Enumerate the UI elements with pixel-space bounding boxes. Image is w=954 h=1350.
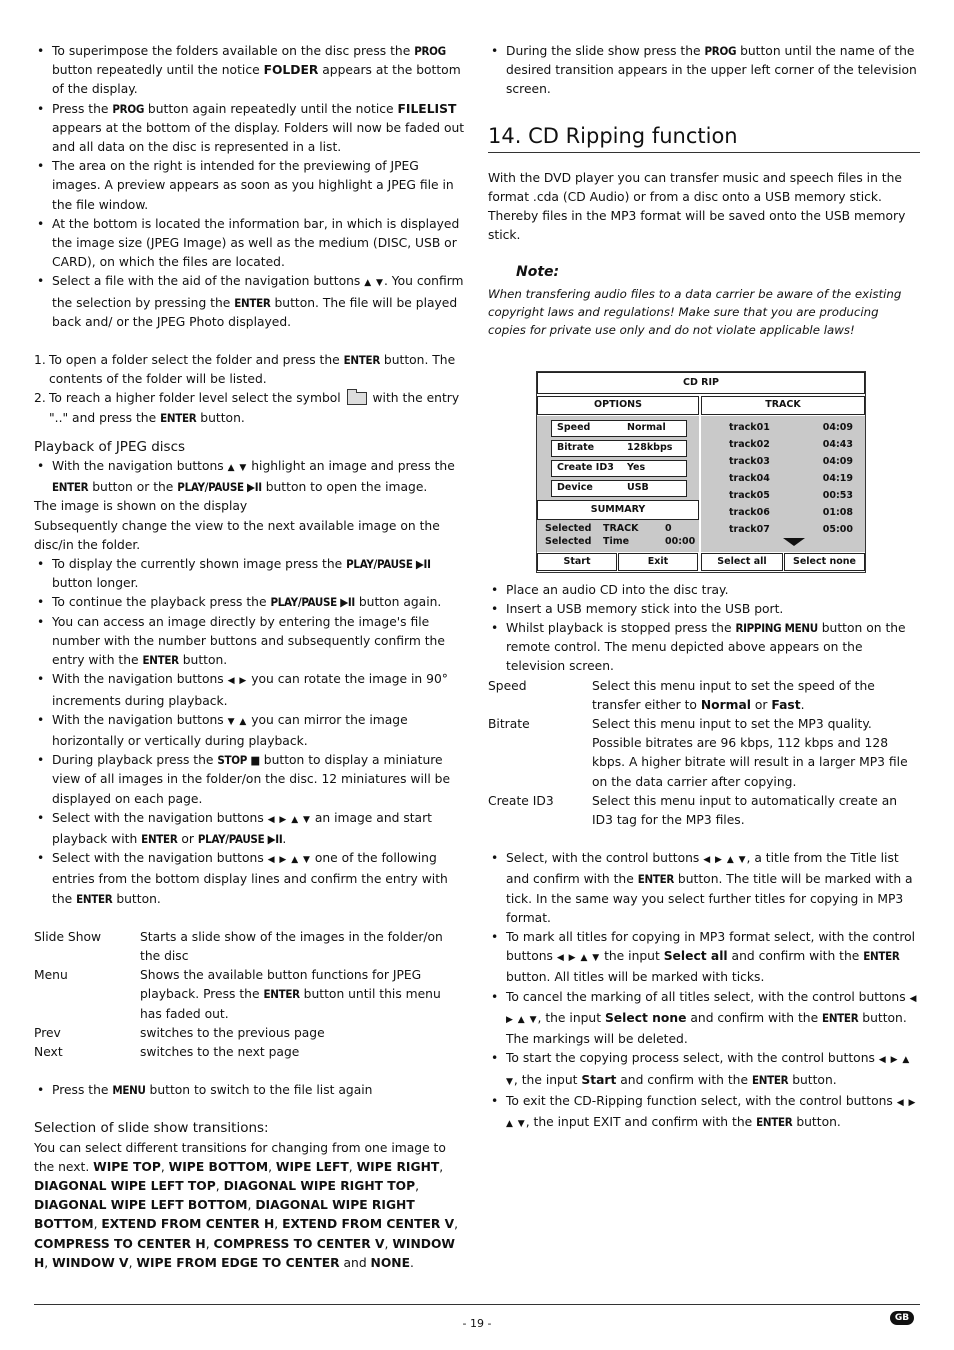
list-item: • Select, with the control buttons ◀ ▶ ▲ ▼, a title from the Title list and confirm with the ENTER button. The title will be marked with a tick. In the same way you select further titles for copying in MP3 format. xyxy=(488,849,920,928)
track-time: 04:19 xyxy=(822,472,853,484)
list-item: • Select with the navigation buttons ◀ ▶ ▲ ▼ an image and start playback with ENTER or PLAY/PAUSE ▶II. xyxy=(34,809,466,849)
track-row xyxy=(729,507,853,519)
button-name: ENTER xyxy=(751,1072,789,1087)
summary-cell: TRACK xyxy=(603,522,639,534)
cd-rip-menu-screenshot xyxy=(536,371,866,573)
track-time: 05:00 xyxy=(822,523,853,535)
emphasis: FOLDER xyxy=(263,63,319,78)
cd-rip-title: CD RIP xyxy=(537,372,865,394)
navigation-arrows-icon: ◀ ▶ ▲ ▼ xyxy=(506,993,918,1025)
step-number: 2. xyxy=(34,391,46,406)
definition-row xyxy=(34,1043,466,1062)
button-name: MENU xyxy=(112,1083,146,1098)
folder-bullets xyxy=(34,42,466,332)
page-number: - 19 - xyxy=(462,1317,492,1330)
definition-row xyxy=(34,966,466,1024)
emphasis: DIAGONAL WIPE RIGHT BOTTOM xyxy=(34,1198,415,1232)
button-name: ENTER xyxy=(637,872,675,887)
list-item: • Press the PROG button again repeatedly until the notice FILELIST appears at the bottom of the display. Folders will now be faded out and all data on the disc is represented in a list. xyxy=(34,100,466,158)
emphasis: DIAGONAL WIPE LEFT BOTTOM xyxy=(34,1198,248,1213)
summary-cell: 0 xyxy=(665,522,672,534)
setting-label: Device xyxy=(557,482,593,494)
right-column xyxy=(488,42,920,1134)
button-name: PROG xyxy=(112,101,145,116)
navigation-arrows-icon: ◀ ▶ ▲ ▼ xyxy=(267,814,311,825)
button-name: ENTER xyxy=(160,410,197,425)
folder-steps xyxy=(34,351,466,428)
step-number: 1. xyxy=(34,353,46,368)
emphasis: COMPRESS TO CENTER V xyxy=(213,1236,385,1251)
navigation-arrows-icon: ◀ ▶ ▲ ▼ xyxy=(506,1055,911,1087)
emphasis: EXTEND FROM CENTER V xyxy=(282,1217,455,1232)
list-item: • With the navigation buttons ▲ ▼ highlight an image and press the ENTER button or the PLAY/PAUSE ▶II button to open the image. xyxy=(34,457,466,497)
definition-text: Select this menu input to set the MP3 quality. Possible bitrates are 96 kbps, 112 kbps and 128 kbps. A higher bitrate will result in a larger MP3 file on the data carrier after copying. xyxy=(592,717,908,789)
setting-bitrate xyxy=(551,440,687,457)
navigation-arrows-icon: ◀ ▶ ▲ ▼ xyxy=(506,1097,917,1129)
language-badge: GB xyxy=(890,1311,914,1325)
cd-rip-exit-button[interactable]: Exit xyxy=(618,553,698,571)
track-name: track04 xyxy=(729,472,770,484)
list-item: • To start the copying process select, with the control buttons ◀ ▶ ▲ ▼, the input Start and confirm with the ENTER button. xyxy=(488,1049,920,1091)
summary-cell: Selected xyxy=(545,522,592,534)
jpeg-text-shown: The image is shown on the display xyxy=(34,499,248,514)
note-heading: Note: xyxy=(516,264,560,281)
list-item: • The area on the right is intended for the previewing of JPEG images. A preview appears as soon as you highlight a JPEG file in the file window. xyxy=(34,157,466,215)
slideshow-bullet xyxy=(488,42,920,100)
emphasis: DIAGONAL WIPE RIGHT TOP xyxy=(223,1178,416,1193)
button-name: ENTER xyxy=(76,891,113,906)
navigation-arrows-icon: ◀ ▶ ▲ ▼ xyxy=(267,855,311,866)
button-name: ENTER xyxy=(863,949,900,964)
cdrip-bullets-a xyxy=(488,581,920,677)
summary-cell: Time xyxy=(603,535,630,547)
emphasis: Select all xyxy=(663,949,728,964)
footer-rule xyxy=(34,1304,920,1305)
transitions-heading: Selection of slide show transitions: xyxy=(34,1120,269,1137)
button-name: ENTER xyxy=(263,987,300,1002)
list-item: 2. To reach a higher folder level select the symbol with the entry ".." and press the ENTER button. xyxy=(34,391,460,425)
list-item: • Press the MENU button to switch to the file list again xyxy=(34,1081,466,1100)
intro-paragraph: With the DVD player you can transfer music and speech files in the format .cda (CD Audio) or from a disc onto a USB memory stick. Thereby files in the MP3 format will be saved onto the USB memory stick. xyxy=(488,170,906,243)
definition-term: Slide Show xyxy=(34,929,102,944)
setting-value: Yes xyxy=(627,462,646,474)
menu-bullet xyxy=(34,1081,466,1100)
summary-row xyxy=(545,536,695,548)
emphasis: WIPE FROM EDGE TO CENTER xyxy=(136,1255,340,1270)
list-item: • To exit the CD-Ripping function select, with the control buttons ◀ ▶ ▲ ▼, the input EXIT and confirm with the ENTER button. xyxy=(488,1092,920,1134)
summary-row xyxy=(545,523,695,535)
button-name: STOP ■ xyxy=(217,753,260,768)
definition-text: Select this menu input to automatically create an ID3 tag for the MP3 files. xyxy=(592,793,898,828)
list-item: • To display the currently shown image press the PLAY/PAUSE ▶II button longer. xyxy=(34,555,466,593)
list-item: • Insert a USB memory stick into the USB port. xyxy=(488,600,920,619)
track-name: track05 xyxy=(729,489,770,501)
emphasis: FILELIST xyxy=(397,101,457,116)
track-name: track03 xyxy=(729,455,770,467)
track-name: track01 xyxy=(729,421,770,433)
setting-value: USB xyxy=(627,482,649,494)
track-row xyxy=(729,439,853,451)
list-item: • To continue the playback press the PLAY/PAUSE ▶II button again. xyxy=(34,593,466,612)
button-name: ENTER xyxy=(52,480,89,495)
setting-device xyxy=(551,480,687,497)
button-name: ENTER xyxy=(756,1114,793,1129)
list-item: • Whilst playback is stopped press the RIPPING MENU button on the remote control. The menu depicted above appears on the television screen. xyxy=(488,619,920,677)
list-item: • To mark all titles for copying in MP3 format select, with the control buttons ◀ ▶ ▲ ▼ the input Select all and confirm with the ENTER button. All titles will be marked with ticks. xyxy=(488,928,920,988)
button-name: ENTER xyxy=(142,653,179,668)
track-time: 04:09 xyxy=(822,455,853,467)
cdrip-definitions xyxy=(488,677,920,831)
definition-text: Starts a slide show of the images in the folder/on the disc xyxy=(140,929,443,963)
cd-rip-start-button[interactable]: Start xyxy=(537,553,617,571)
emphasis: DIAGONAL WIPE LEFT TOP xyxy=(34,1178,216,1193)
cd-rip-select-all-button[interactable]: Select all xyxy=(701,553,783,571)
transitions-text: You can select different transitions for changing from one image to the next. WIPE TOP, WIPE BOTTOM, WIPE LEFT, WIPE RIGHT, DIAGONAL WIPE LEFT TOP, DIAGONAL WIPE RIGHT TOP, DIAGONAL WIPE LEFT BOTTOM, DIAGONAL WIPE RIGHT BOTTOM, EXTEND FROM CENTER H, EXTEND FROM CENTER V, COMPRESS TO CENTER H, COMPRESS TO CENTER V, WINDOW H, WINDOW V, WIPE FROM EDGE TO CENTER and NONE. xyxy=(34,1140,459,1270)
emphasis: WINDOW V xyxy=(52,1255,129,1270)
definition-row xyxy=(488,677,920,715)
track-row xyxy=(729,456,853,468)
emphasis: NONE xyxy=(370,1255,410,1270)
navigation-arrows-icon: ▲ ▼ xyxy=(227,463,248,474)
jpeg-menu-definitions xyxy=(34,928,466,1062)
definition-text: Select this menu input to set the speed of the transfer either to Normal or Fast. xyxy=(592,678,875,712)
definition-text: switches to the previous page xyxy=(140,1025,325,1040)
summary-cell: Selected xyxy=(545,535,592,547)
track-name: track07 xyxy=(729,523,770,535)
track-header: TRACK xyxy=(701,396,865,415)
button-name: ENTER xyxy=(822,1010,859,1025)
track-row xyxy=(729,524,853,536)
definition-term: Bitrate xyxy=(488,717,530,732)
definition-row xyxy=(34,1024,466,1043)
definition-term: Prev xyxy=(34,1025,61,1040)
button-name: ENTER xyxy=(141,831,178,846)
emphasis: Normal xyxy=(700,697,751,712)
button-name: PLAY/PAUSE ▶II xyxy=(177,480,262,495)
button-name: PROG xyxy=(704,44,737,58)
track-time: 00:53 xyxy=(822,489,853,501)
scroll-down-arrow-icon xyxy=(783,538,805,546)
definition-row xyxy=(488,715,920,792)
list-item: • During playback press the STOP ■ button to display a miniature view of all images in the folder/on the disc. 12 miniatures will be displayed on each page. xyxy=(34,751,466,809)
track-name: track06 xyxy=(729,506,770,518)
track-name: track02 xyxy=(729,438,770,450)
definition-text: switches to the next page xyxy=(140,1044,300,1059)
emphasis: Fast xyxy=(771,697,801,712)
list-item: • Select a file with the aid of the navigation buttons ▲ ▼. You confirm the selection by pressing the ENTER button. The file will be played back and/ or the JPEG Photo displayed. xyxy=(34,272,466,332)
button-name: PLAY/PAUSE ▶II xyxy=(346,557,431,572)
setting-create-id3 xyxy=(551,460,687,477)
cd-rip-select-none-button[interactable]: Select none xyxy=(784,553,865,571)
emphasis: WIPE LEFT xyxy=(275,1159,349,1174)
list-item: 1. To open a folder select the folder and press the ENTER button. The contents of the folder will be listed. xyxy=(34,353,456,387)
definition-row xyxy=(488,792,920,830)
setting-label: Speed xyxy=(557,422,591,434)
button-name: ENTER xyxy=(343,353,380,368)
setting-speed xyxy=(551,420,687,437)
summary-header: SUMMARY xyxy=(537,500,699,520)
setting-label: Create ID3 xyxy=(557,462,614,474)
navigation-arrows-icon: ▲ ▼ xyxy=(364,278,384,289)
list-item: • With the navigation buttons ▼ ▲ you can mirror the image horizontally or vertically during playback. xyxy=(34,711,466,751)
navigation-arrows-icon: ▼ ▲ xyxy=(227,716,248,727)
button-name: PLAY/PAUSE ▶II xyxy=(197,831,283,846)
summary-cell: 00:00 xyxy=(665,535,696,547)
list-item: • During the slide show press the PROG button until the name of the desired transition appears in the upper left corner of the television screen. xyxy=(488,42,920,100)
button-name: PLAY/PAUSE ▶II xyxy=(270,595,355,610)
list-item: • To cancel the marking of all titles select, with the control buttons ◀ ▶ ▲ ▼, the input Select none and confirm with the ENTER button. The markings will be deleted. xyxy=(488,988,920,1050)
jpeg-bullets xyxy=(34,555,466,909)
emphasis: EXTEND FROM CENTER H xyxy=(101,1217,275,1232)
navigation-arrows-icon: ◀ ▶ ▲ ▼ xyxy=(556,953,601,964)
track-row xyxy=(729,422,853,434)
list-item: • With the navigation buttons ◀ ▶ you can rotate the image in 90° increments during playback. xyxy=(34,670,466,710)
emphasis: Start xyxy=(581,1072,617,1087)
emphasis: Select none xyxy=(604,1010,687,1025)
emphasis: WINDOW H xyxy=(34,1236,455,1270)
definition-term: Create ID3 xyxy=(488,793,554,808)
emphasis: WIPE RIGHT xyxy=(356,1159,440,1174)
jpeg-heading: Playback of JPEG discs xyxy=(34,438,186,455)
folder-icon xyxy=(347,392,367,405)
track-row xyxy=(729,490,853,502)
track-time: 04:09 xyxy=(822,421,853,433)
navigation-arrows-icon: ◀ ▶ ▲ ▼ xyxy=(703,855,747,866)
button-name: RIPPING MENU xyxy=(735,621,818,636)
definition-text: Shows the available button functions for JPEG playback. Press the ENTER button until this menu has faded out. xyxy=(140,968,441,1021)
note-text: When transfering audio files to a data carrier be aware of the existing copyright laws and regulations! Make sure that you are producing copies for private use only and do not violate applicable laws! xyxy=(488,286,902,337)
emphasis: COMPRESS TO CENTER H xyxy=(34,1236,206,1251)
list-item: • Place an audio CD into the disc tray. xyxy=(488,581,920,600)
emphasis: WIPE TOP xyxy=(93,1159,161,1174)
section-heading: 14. CD Ripping function xyxy=(488,122,920,153)
list-item: • At the bottom is located the information bar, in which is displayed the image size (JPEG Image) as well as the medium (DISC, USB or CARD), on which the files are located. xyxy=(34,215,466,273)
definition-row xyxy=(34,928,466,966)
button-name: PROG xyxy=(414,44,446,58)
options-header: OPTIONS xyxy=(537,396,699,415)
definition-term: Menu xyxy=(34,968,68,983)
definition-term: Speed xyxy=(488,678,527,693)
track-time: 01:08 xyxy=(822,506,853,518)
setting-value: 128kbps xyxy=(627,442,673,454)
list-item: • Select with the navigation buttons ◀ ▶ ▲ ▼ one of the following entries from the bottom display lines and confirm the entry with the ENTER button. xyxy=(34,849,466,909)
jpeg-text-next: Subsequently change the view to the next available image on the disc/in the folder. xyxy=(34,518,440,552)
cdrip-bullets-b xyxy=(488,849,920,1134)
emphasis: WIPE BOTTOM xyxy=(168,1159,269,1174)
definition-term: Next xyxy=(34,1044,63,1059)
button-name: ENTER xyxy=(234,295,271,310)
track-time: 04:43 xyxy=(822,438,853,450)
setting-label: Bitrate xyxy=(557,442,595,454)
left-column xyxy=(34,42,466,1273)
list-item: • You can access an image directly by entering the image's file number with the number buttons and subsequently confirm the entry with the ENTER button. xyxy=(34,613,466,671)
navigation-arrows-icon: ◀ ▶ xyxy=(227,676,248,687)
setting-value: Normal xyxy=(627,422,666,434)
list-item: • To superimpose the folders available on the disc press the PROG button repeatedly until the notice FOLDER appears at the bottom of the display. xyxy=(34,42,466,100)
jpeg-bullet-open xyxy=(34,457,466,497)
track-row xyxy=(729,473,853,485)
